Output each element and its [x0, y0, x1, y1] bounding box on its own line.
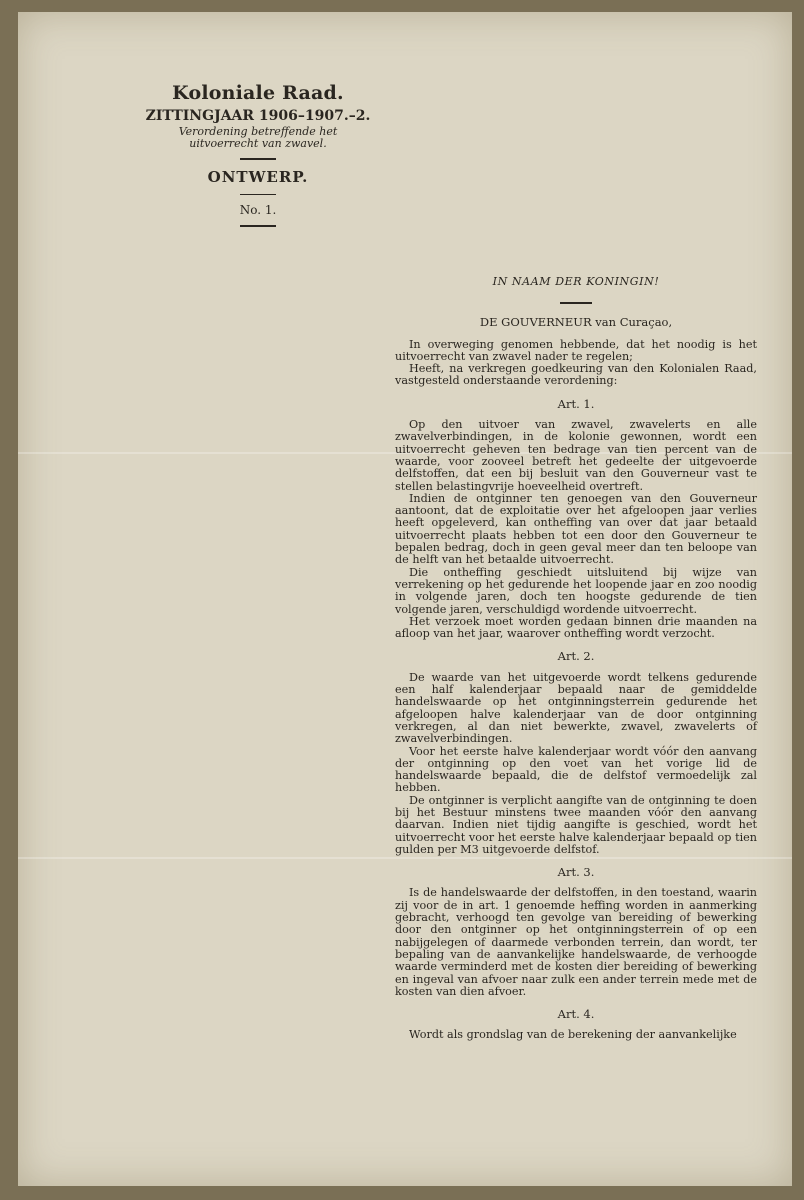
article-paragraph: Op den uitvoer van zwavel, zwavelerts en alle zwavelverbindingen, in de kolonie gewonnen, wordt een uitvoerrecht geheven ten bedrage van tien percent van de waarde, voor zooveel betreft het gedeelte der uitgevoerde delfstoffen, dat een bij besluit van den Gouverneur vast te stellen belastingvrije hoeveelheid overtreft. [395, 418, 757, 493]
draft-label: ONTWERP. [207, 168, 309, 186]
article-paragraph: Indien de ontginner ten genoegen van den Gouverneur aantoont, dat de exploitatie over het afgeloopen jaar verlies heeft opgeleverd, kan ontheffing van over dat jaar betaald uitvoerrecht plaats hebben tot een door den Gouverneur te bepalen bedrag, doch in geen geval meer dan ten beloope van de helft van het betaalde uitvoerrecht. [395, 491, 757, 567]
article-paragraph: Is de handelswaarde der delfstoffen, in den toestand, waarin zij voor de in art. 1 genoemde heffing worden in aanmerking gebracht, verhoogd ten gevolge van bereiding of bewerking door den ontginner op het ontginningsterrein of op een nabijgelegen of daarmede verbonden terrein, dan wordt, ter bepaling van de aanvankelijke handelswaarde, de verhoogde waarde verminderd met de kosten dier bereiding of bewerking en ingeval van afvoer naar zulk een ander terrein mede met de kosten van dien afvoer. [395, 886, 757, 998]
governor-line: DE GOUVERNEUR van Curaçao, [479, 315, 673, 330]
ordinance-body [395, 272, 757, 1042]
article-paragraph: De waarde van het uitgevoerde wordt telkens gedurende een half kalenderjaar bepaald naar de gemiddelde handelswaarde op het ontginningsterrein gedurende het afgeloopen halve kalenderjaar van de door ontginning verkregen, al dan niet bewerkte, zwavel, zwavelerts of zwavelverbindingen. [395, 670, 757, 746]
session-year: ZITTINGJAAR 1906–1907.–2. [145, 108, 371, 124]
consideration-paragraph: In overweging genomen hebbende, dat het noodig is het uitvoerrecht van zwavel nader te regelen; [395, 337, 757, 363]
article-paragraph: Die ontheffing geschiedt uitsluitend bij wijze van verrekening op het gedurende het loopende jaar en zoo noodig in volgende jaren, doch ten hoogste gedurende de tien volgende jaren, verschuldigd wordende uitvoerrecht. [395, 565, 757, 616]
divider [240, 225, 276, 227]
article-paragraph: De ontginner is verplicht aangifte van de ontginning te doen bij het Bestuur minstens twee maanden vóór den aanvang daarvan. Indien niet tijdig aangifte is geschied, wordt het uitvoerrecht voor het eerste halve kalenderjaar bepaald op tien gulden per M3 uitgevoerde delfstof. [395, 793, 757, 856]
article-paragraph: Wordt als grondslag van de berekening der aanvankelijke [409, 1028, 737, 1042]
divider [240, 158, 276, 160]
article-heading: Art. 1. [557, 396, 595, 411]
article-paragraph: Het verzoek moet worden gedaan binnen drie maanden na afloop van het jaar, waarover ontheffing wordt verzocht. [395, 614, 757, 641]
enactment-paragraph: Heeft, na verkregen goedkeuring van den Kolonialen Raad, vastgesteld onderstaande verordening: [395, 362, 757, 388]
divider [560, 302, 592, 304]
council-title: Koloniale Raad. [172, 82, 344, 104]
article-heading: Art. 2. [557, 649, 595, 664]
ordinance-subject: Verordening betreffende het uitvoerrecht van zwavel. [178, 125, 338, 150]
document-header [128, 82, 388, 235]
divider [240, 194, 276, 195]
invocation: IN NAAM DER KONINGIN! [492, 275, 660, 288]
document-number: No. 1. [239, 203, 277, 217]
article-heading: Art. 3. [557, 865, 595, 880]
article-heading: Art. 4. [557, 1007, 595, 1022]
article-paragraph: Voor het eerste halve kalenderjaar wordt vóór den aanvang der ontginning op den voet van het vorige lid de handelswaarde bepaald, die de delfstof vermoedelijk zal hebben. [395, 744, 757, 795]
